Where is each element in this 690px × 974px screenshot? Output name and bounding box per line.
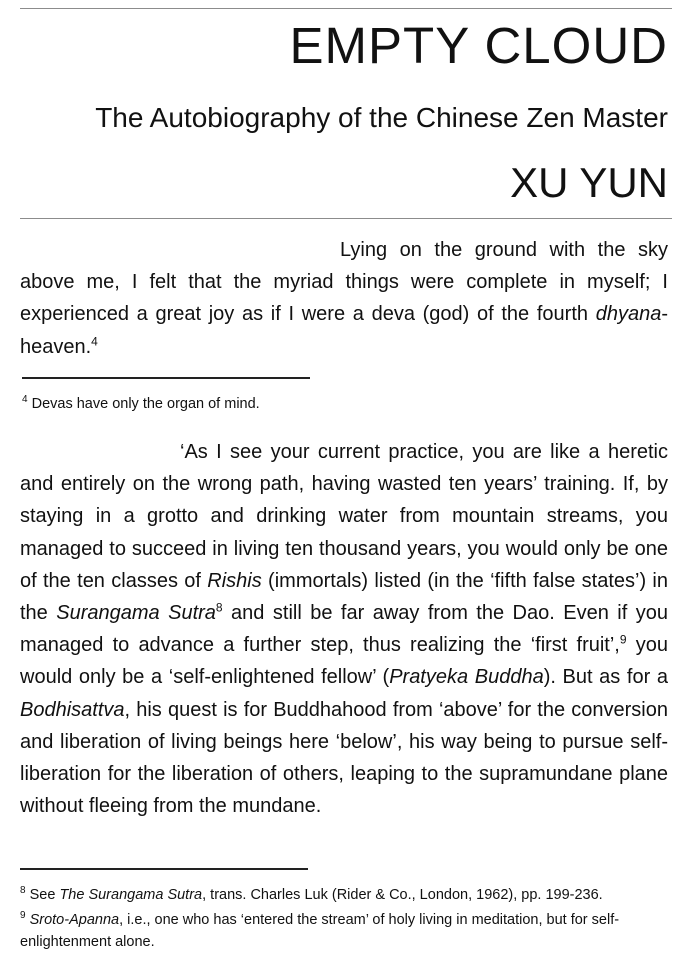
term-bodhisattva: Bodhisattva [20,698,125,721]
footnote-4 [22,393,672,415]
footnote-9-italic: Sroto-Apanna [29,912,120,928]
footnote-4-text: Devas have only the organ of mind. [31,396,260,412]
paragraph-2-text: ‘As I see your current practice, you are like a heretic and entirely on the wrong path, having wasted ten years’ training. If, by staying in a grotto and drinking water from mountain streams, you managed to succeed in living ten thousand years, you would only be one of the ten classes of [20,441,668,592]
footnote-separator [22,377,310,379]
book-subtitle: The Autobiography of the Chinese Zen Master [95,102,668,133]
footnote-4-number: 4 [22,394,28,406]
paragraph-1-text: Lying on the ground with the sky above me, I felt that the myriad things were complete in myself; I experienced a great joy as if I were a deva (god) of the fourth [20,239,668,326]
book-title: EMPTY CLOUD [289,17,668,74]
paragraph-1-text-end: -heaven. [20,303,668,358]
footnote-8 [20,884,670,906]
footnote-separator [20,868,308,870]
footnote-8-italic: The Surangama Sutra [59,887,203,903]
term-pratyeka-buddha: Pratyeka Buddha [389,666,544,689]
term-surangama-sutra: Surangama Sutra [56,602,216,625]
paragraph-2-text: you would only be a ‘self-enlightened fellow’ ( [20,634,668,689]
footnote-9-number: 9 [20,910,26,922]
header-divider [20,218,672,219]
paragraph-2-text: ). But as for a [543,666,668,689]
paragraph-2 [20,436,668,822]
paragraph-2-text: and still be far away from the Dao. Even if you managed to advance a further step, thus realizing the ‘first fruit’, [20,602,668,657]
footnote-8-text: See [29,887,60,903]
paragraph-2-text: (immortals) listed (in the ‘fifth false states’) in the [20,569,668,625]
paragraph-1-italic: dhyana [595,303,662,326]
paragraph-2-text: , his quest is for Buddhahood from ‘above’ for the conversion and liberation of living beings here ‘below’, his way being to pursue self-liberation for the liberation of others, leaping to the supramundane plane without fleeing from the mundane. [20,698,668,818]
book-author: XU YUN [510,159,668,206]
footnote-9 [20,909,670,953]
top-rule [20,8,672,9]
footnote-ref-4[interactable]: 4 [91,333,98,348]
footnote-8-text-end: , trans. Charles Luk (Rider & Co., London, 1962), pp. 199-236. [202,887,603,903]
term-rishis: Rishis [207,569,262,592]
footnote-ref-9[interactable]: 9 [619,632,627,647]
paragraph-1 [20,234,668,363]
footnote-8-number: 8 [20,885,26,897]
footnote-ref-8[interactable]: 8 [215,600,223,615]
footnote-9-text: , i.e., one who has ‘entered the stream’ of holy living in meditation, but for self-enlightenment alone. [20,912,620,950]
